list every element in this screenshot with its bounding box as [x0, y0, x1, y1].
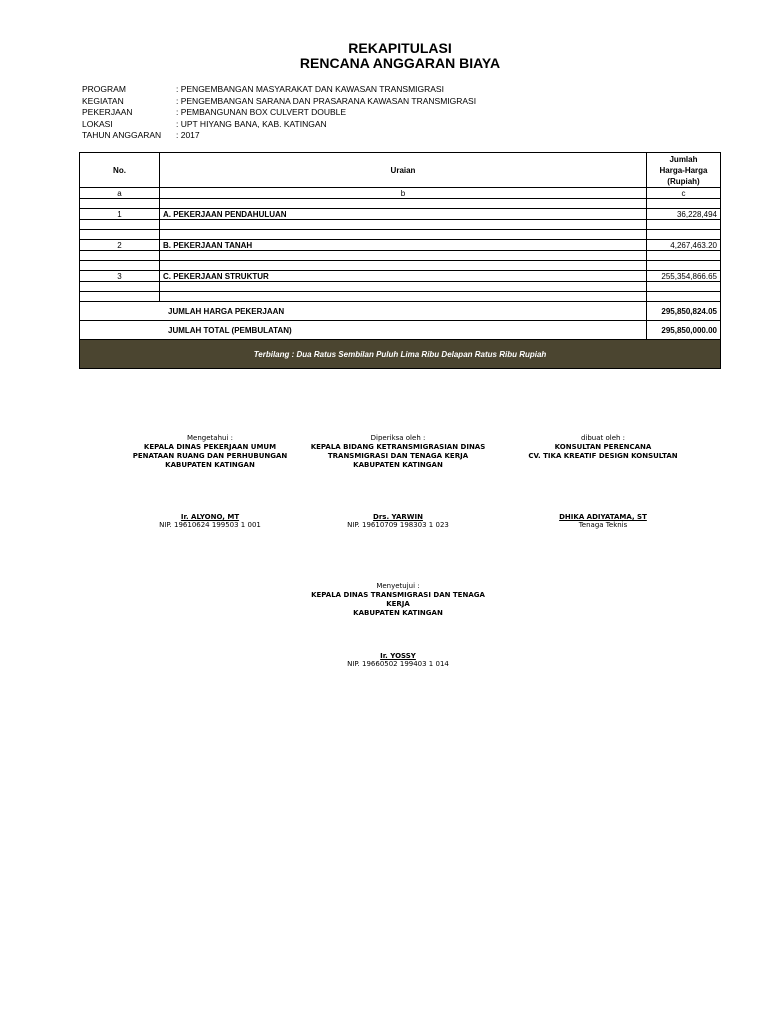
signature-role: KABUPATEN KATINGAN — [353, 461, 443, 469]
info-value: : PENGEMBANGAN MASYARAKAT DAN KAWASAN TRANSMIGRASI — [176, 84, 444, 94]
column-letter: c — [647, 188, 721, 199]
item-name: A. PEKERJAAN PENDAHULUAN — [160, 209, 647, 220]
signature-block-dibuat — [503, 434, 703, 529]
table-row-empty — [80, 292, 721, 302]
item-no: 1 — [80, 209, 160, 220]
header-uraian: Uraian — [160, 153, 647, 188]
header-no: No. — [80, 153, 160, 188]
info-row-pekerjaan — [82, 107, 476, 119]
table-row-empty — [80, 199, 721, 209]
signature-block-menyetujui — [298, 582, 498, 668]
signature-nip: Tenaga Teknis — [578, 521, 628, 529]
header-amount-line: Jumlah — [669, 154, 698, 164]
signature-role: KEPALA DINAS PEKERJAAN UMUM — [143, 443, 277, 451]
signature-caption: Diperiksa oleh : — [370, 434, 426, 442]
item-value: 255,354,866.65 — [647, 271, 721, 282]
table-row-empty — [80, 220, 721, 230]
signature-nip: NIP. 19610624 199503 1 001 — [159, 521, 261, 529]
info-label: KEGIATAN — [82, 95, 124, 106]
signature-name: Ir. ALYONO, MT — [180, 513, 240, 521]
info-label: TAHUN ANGGARAN — [82, 130, 162, 141]
info-row-tahun — [82, 130, 476, 142]
header-amount-line: Harga-Harga — [659, 165, 708, 175]
item-name: C. PEKERJAAN STRUKTUR — [160, 271, 647, 282]
budget-recap-table — [79, 152, 721, 369]
column-letter-row — [80, 188, 721, 199]
signature-block-diperiksa — [298, 434, 498, 529]
signature-role: KEPALA DINAS TRANSMIGRASI DAN TENAGA — [311, 591, 485, 599]
subtotal-label: JUMLAH HARGA PEKERJAAN — [80, 302, 647, 321]
header-amount-line: (Rupiah) — [667, 176, 700, 186]
signature-role: CV. TIKA KREATIF DESIGN KONSULTAN — [528, 452, 678, 460]
info-value: : PENGEMBANGAN SARANA DAN PRASARANA KAWASAN TRANSMIGRASI — [176, 95, 477, 106]
signature-name: DHIKA ADIYATAMA, ST — [559, 513, 647, 521]
column-letter: a — [80, 188, 160, 199]
signature-role: KABUPATEN KATINGAN — [165, 461, 255, 469]
project-info — [82, 84, 476, 142]
info-row-kegiatan — [82, 96, 476, 108]
table-row — [80, 240, 721, 251]
signature-role: KABUPATEN KATINGAN — [353, 609, 443, 617]
terbilang-row — [80, 340, 721, 369]
item-value: 36,228,494 — [647, 209, 721, 220]
item-no: 2 — [80, 240, 160, 251]
header-amount — [647, 153, 721, 188]
table-row-empty — [80, 282, 721, 292]
info-label: PROGRAM — [82, 84, 126, 94]
signature-name: Ir. YOSSY — [380, 652, 416, 660]
info-label: PEKERJAAN — [82, 107, 133, 118]
signature-caption: Mengetahui : — [187, 434, 233, 442]
signature-role: TRANSMIGRASI DAN TENAGA KERJA — [327, 452, 469, 460]
table-row-empty — [80, 251, 721, 261]
document-title: REKAPITULASI — [348, 40, 452, 56]
column-letter: b — [160, 188, 647, 199]
terbilang-text: Terbilang : Dua Ratus Sembilan Puluh Lima Ribu Delapan Ratus Ribu Rupiah — [80, 340, 721, 369]
signature-role: KEPALA BIDANG KETRANSMIGRASIAN DINAS — [310, 443, 486, 451]
table-row-empty — [80, 230, 721, 240]
signature-caption: dibuat oleh : — [580, 434, 626, 442]
signature-role: KONSULTAN PERENCANA — [554, 443, 652, 451]
info-value: : UPT HIYANG BANA, KAB. KATINGAN — [176, 118, 327, 129]
info-row-lokasi — [82, 119, 476, 131]
info-row-program — [82, 84, 476, 96]
signature-block-mengetahui — [110, 434, 310, 529]
item-no: 3 — [80, 271, 160, 282]
signature-caption: Menyetujui : — [376, 582, 420, 590]
info-value: : 2017 — [176, 130, 200, 141]
table-row — [80, 209, 721, 220]
total-row — [80, 321, 721, 340]
item-value: 4,267,463.20 — [647, 240, 721, 251]
subtotal-row — [80, 302, 721, 321]
subtotal-value: 295,850,824.05 — [647, 302, 721, 321]
signature-name: Drs. YARWIN — [373, 513, 423, 521]
table-row — [80, 271, 721, 282]
info-value: : PEMBANGUNAN BOX CULVERT DOUBLE — [176, 107, 347, 118]
signature-nip: NIP. 19610709 198303 1 023 — [347, 521, 449, 529]
item-name: B. PEKERJAAN TANAH — [160, 240, 647, 251]
total-value: 295,850,000.00 — [647, 321, 721, 340]
table-header-row — [80, 153, 721, 188]
document-subtitle: RENCANA ANGGARAN BIAYA — [299, 55, 501, 71]
signature-nip: NIP. 19660502 199403 1 014 — [347, 660, 449, 668]
total-label: JUMLAH TOTAL (PEMBULATAN) — [80, 321, 647, 340]
signature-role: PENATAAN RUANG DAN PERHUBUNGAN — [132, 452, 288, 460]
table-row-empty — [80, 261, 721, 271]
signature-role: KERJA — [386, 600, 410, 608]
info-label: LOKASI — [82, 118, 113, 129]
